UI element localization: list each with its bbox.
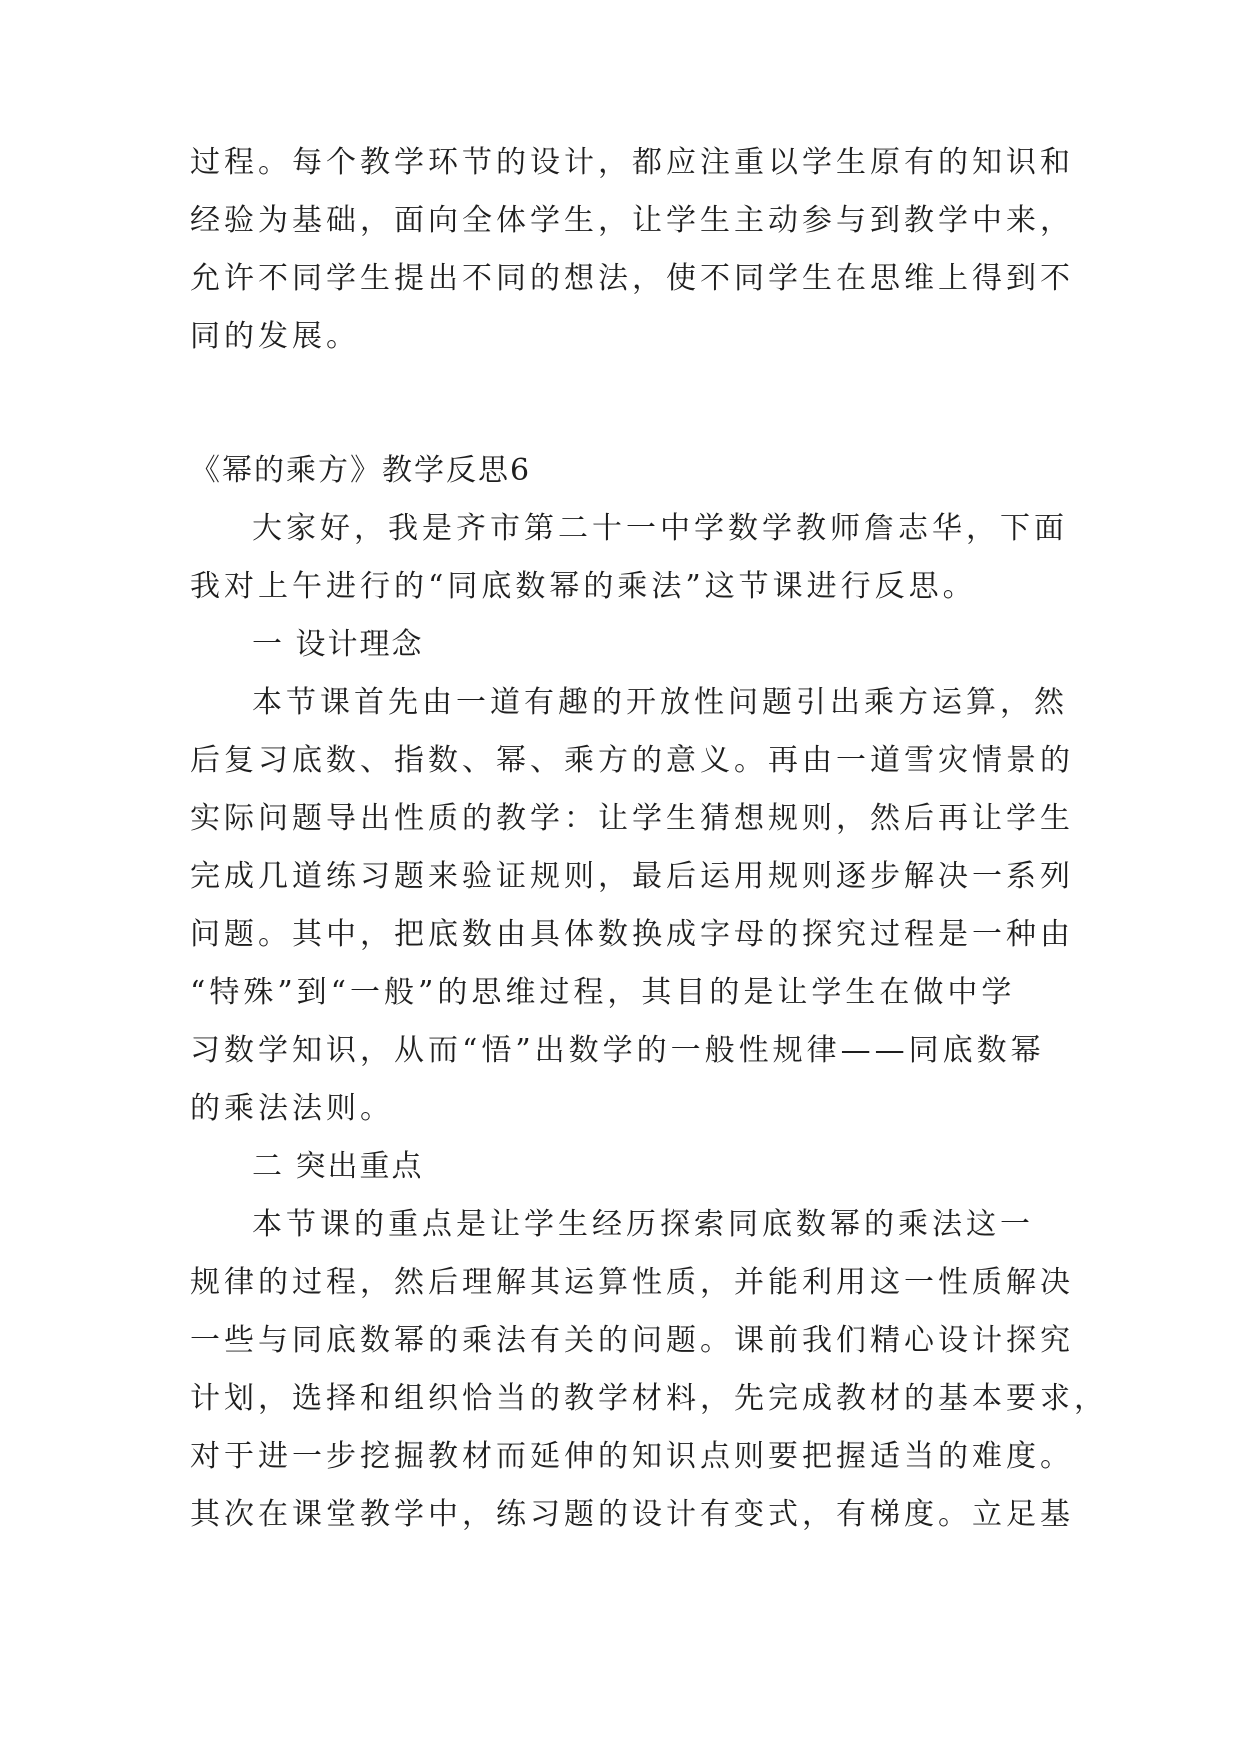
text-line: 问题。其中，把底数由具体数换成字母的探究过程是一种由 [190,917,1074,952]
text-line: 本节课首先由一道有趣的开放性问题引出乘方运算，然 [252,685,1068,720]
highlight-focus-paragraph [190,1196,1108,1544]
text-line: 的乘法法则。 [190,1091,394,1126]
section-reflection-6 [190,442,1108,1544]
text-line: 一些与同底数幂的乘法有关的问题。课前我们精心设计探究 [190,1323,1074,1358]
text-line: 计划，选择和组织恰当的教学材料，先完成教材的基本要求， [190,1381,1108,1416]
text-line: 经验为基础，面向全体学生，让学生主动参与到教学中来， [190,203,1074,238]
text-line: 习数学知识，从而“悟”出数学的一般性规律——同底数幂 [190,1033,1045,1068]
text-line: “特殊”到“一般”的思维过程，其目的是让学生在做中学 [190,975,1016,1010]
intro-paragraph [190,500,1068,616]
paragraph-continuation [190,134,1074,366]
text-line: 过程。每个教学环节的设计，都应注重以学生原有的知识和 [190,145,1074,180]
text-line: 允许不同学生提出不同的想法，使不同学生在思维上得到不 [190,261,1074,296]
text-line: 同的发展。 [190,319,360,354]
text-line: 大家好，我是齐市第二十一中学数学教师詹志华，下面 [252,511,1068,546]
text-line: 对于进一步挖掘教材而延伸的知识点则要把握适当的难度。 [190,1439,1074,1474]
design-concept-paragraph [190,674,1074,1138]
text-line: 规律的过程，然后理解其运算性质，并能利用这一性质解决 [190,1265,1074,1300]
text-line: 后复习底数、指数、幂、乘方的意义。再由一道雪灾情景的 [190,743,1074,778]
section-title: 《幂的乘方》教学反思6 [190,453,532,488]
subheading-design-concept: 一 设计理念 [252,627,424,662]
subheading-highlight-focus: 二 突出重点 [252,1149,424,1184]
text-line: 其次在课堂教学中，练习题的设计有变式，有梯度。立足基 [190,1497,1074,1532]
text-line: 本节课的重点是让学生经历探索同底数幂的乘法这一 [252,1207,1034,1242]
text-line: 完成几道练习题来验证规则，最后运用规则逐步解决一系列 [190,859,1074,894]
text-line: 我对上午进行的“同底数幂的乘法”这节课进行反思。 [190,569,977,604]
text-line: 实际问题导出性质的教学：让学生猜想规则，然后再让学生 [190,801,1074,836]
